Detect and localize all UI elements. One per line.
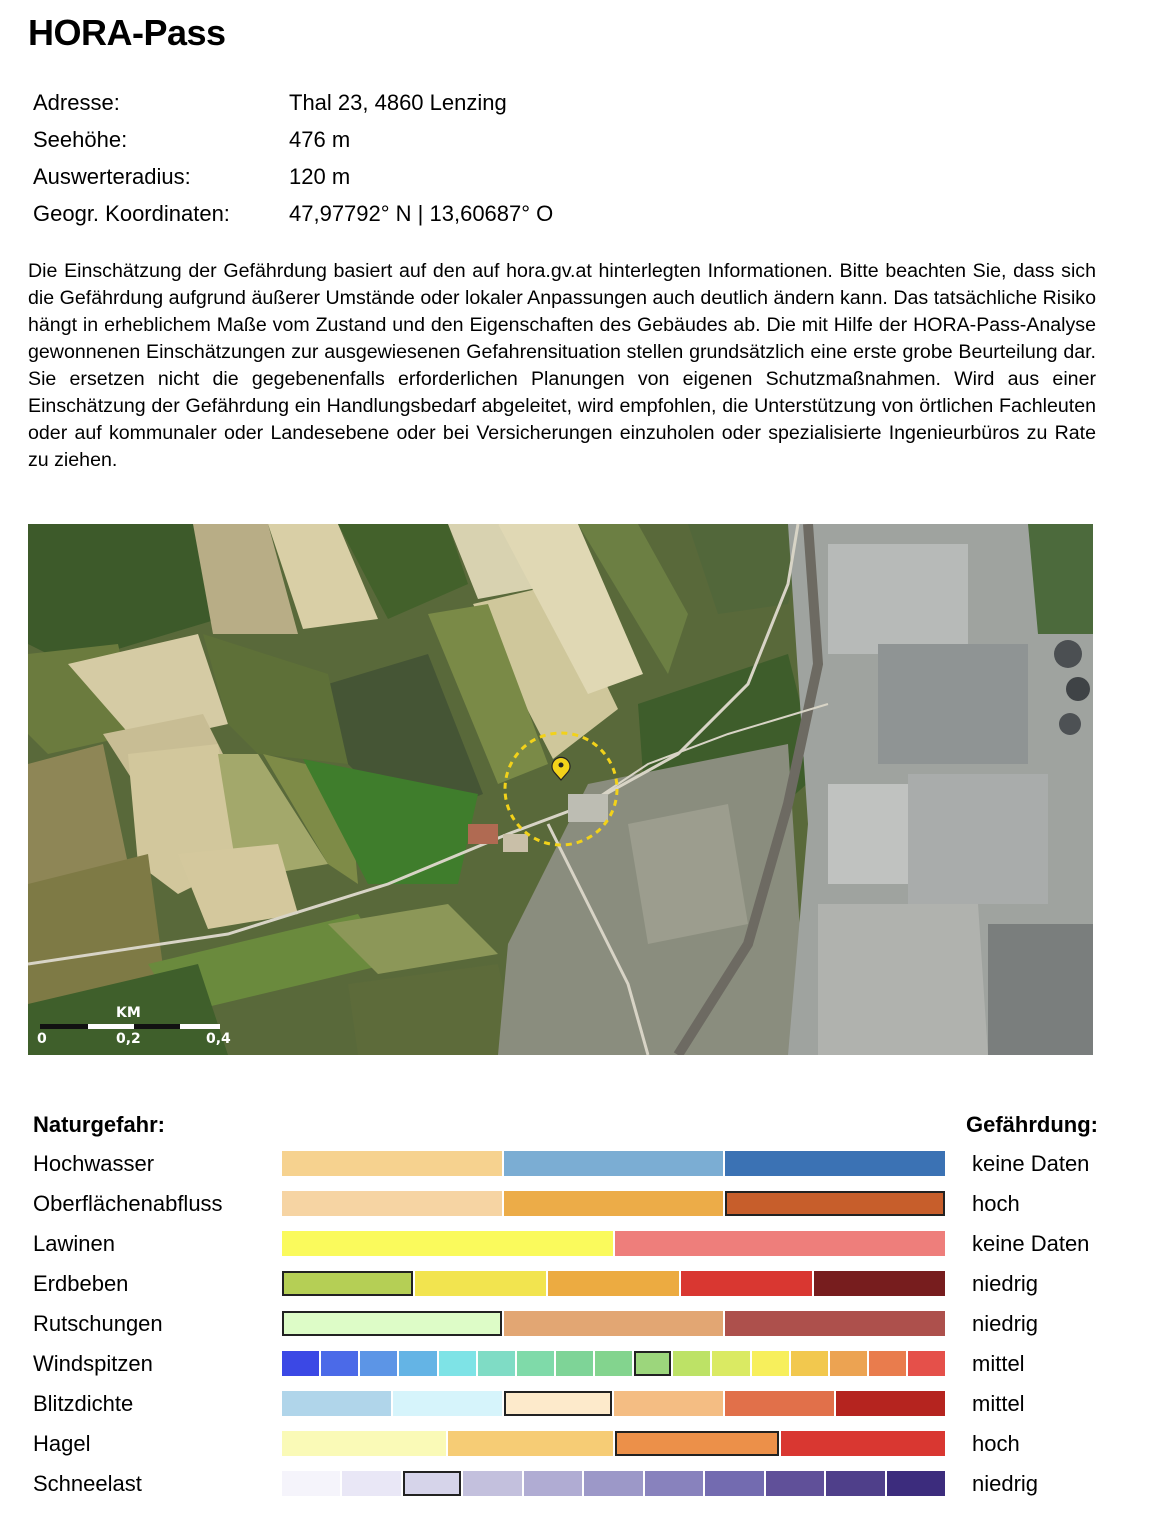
scale-segment (282, 1391, 391, 1416)
hazard-row (0, 1310, 1164, 1350)
scale-segment (814, 1271, 945, 1296)
hazard-row (0, 1390, 1164, 1430)
scale-segment-selected (282, 1271, 413, 1296)
scale-segment (321, 1351, 358, 1376)
scale-segment (556, 1351, 593, 1376)
hazard-row (0, 1150, 1164, 1190)
hazard-name: Erdbeben (33, 1271, 129, 1296)
info-label: Auswerteradius: (33, 164, 191, 189)
scale-segment (393, 1391, 502, 1416)
scale-segment (517, 1351, 554, 1376)
scale-segment (836, 1391, 945, 1416)
scale-segment (548, 1271, 679, 1296)
hazard-row (0, 1190, 1164, 1230)
scale-segment-selected (634, 1351, 671, 1376)
scale-segment (439, 1351, 476, 1376)
hazard-scale-bar (282, 1231, 945, 1256)
hazard-level: mittel (972, 1351, 1025, 1376)
hazard-scale-bar (282, 1311, 945, 1336)
hazard-row (0, 1430, 1164, 1470)
scale-segment (681, 1271, 812, 1296)
scale-segment (282, 1351, 319, 1376)
hazard-row (0, 1350, 1164, 1390)
scale-segment-selected (403, 1471, 461, 1496)
hazard-scale-bar (282, 1471, 945, 1496)
scale-segment (830, 1351, 867, 1376)
info-value: Thal 23, 4860 Lenzing (289, 90, 507, 115)
info-value: 47,97792° N | 13,60687° O (289, 201, 554, 226)
aerial-map[interactable] (28, 524, 1093, 1055)
scale-segment (645, 1471, 703, 1496)
scale-segment (448, 1431, 612, 1456)
hazard-level: niedrig (972, 1271, 1039, 1296)
hazard-name: Lawinen (33, 1231, 115, 1256)
info-value: 476 m (289, 127, 351, 152)
scale-segment (399, 1351, 436, 1376)
scale-segment (673, 1351, 710, 1376)
hazard-header: Naturgefahr: (33, 1112, 166, 1137)
scale-segment (504, 1311, 724, 1336)
hazard-row (0, 1470, 1164, 1510)
scale-segment (752, 1351, 789, 1376)
scale-segment (584, 1471, 642, 1496)
scale-segment (725, 1311, 945, 1336)
hazard-level: niedrig (972, 1471, 1039, 1496)
scale-segment-selected (725, 1191, 945, 1216)
risk-header: Gefährdung: (966, 1112, 1098, 1137)
info-label: Geogr. Koordinaten: (33, 201, 230, 226)
info-label: Seehöhe: (33, 127, 128, 152)
hazard-name: Rutschungen (33, 1311, 163, 1336)
scale-segment (342, 1471, 400, 1496)
scale-segment (463, 1471, 521, 1496)
scale-segment-selected (615, 1431, 779, 1456)
scale-segment-selected (282, 1311, 502, 1336)
scale-segment (415, 1271, 546, 1296)
scale-label-1: 0,2 (116, 1031, 141, 1047)
info-value: 120 m (289, 164, 351, 189)
disclaimer-text: Die Einschätzung der Gefährdung basiert auf den auf hora.gv.at hinterlegten Informationen. Bitte beachten Sie, dass sich die Gefährdung aufgrund äußerer Umstände oder lokaler Anpassungen auch deutlich ändern kann. Das tatsächliche Risiko hängt in erheblichem Maße vom Zustand und den Eigenschaften des Gebäudes ab. Die mit Hilfe der HORA-Pass-Analyse gewonnenen Einschätzungen zur ausgewiesenen Gefahrensituation stellen grundsätzlich eine erste grobe Beurteilung dar. Sie ersetzen nicht die gegebenenfalls erforderlichen Planungen von eigenen Schutzmaßnahmen. Wird aus einer Einschätzung der Gefährdung ein Handlungsbedarf abgeleitet, wird empfohlen, die Unterstützung von örtlichen Fachleuten oder auf kommunaler oder Landesebene oder bei Versicherungen einzuholen oder spezialisierte Ingenieurbüros zu Rate zu ziehen. (28, 260, 1096, 471)
scale-segment (791, 1351, 828, 1376)
hazard-level: mittel (972, 1391, 1025, 1416)
hazard-level: keine Daten (972, 1151, 1090, 1176)
info-label: Adresse: (33, 90, 120, 115)
scale-segment (360, 1351, 397, 1376)
scale-segment (282, 1231, 613, 1256)
page-title: HORA-Pass (28, 12, 226, 53)
hazard-row (0, 1270, 1164, 1310)
scale-segment (869, 1351, 906, 1376)
scale-segment (615, 1231, 946, 1256)
info-row-elevation (33, 125, 553, 162)
scale-segment (524, 1471, 582, 1496)
hazard-level: hoch (972, 1431, 1020, 1456)
scale-segment (887, 1471, 945, 1496)
scale-segment (595, 1351, 632, 1376)
info-row-address (33, 88, 553, 125)
hazard-name: Oberflächenabfluss (33, 1191, 223, 1216)
hazard-table (0, 1108, 1164, 1508)
scale-segment (725, 1151, 945, 1176)
scale-label-0: 0 (37, 1031, 47, 1047)
aerial-photo (28, 524, 1093, 1055)
scale-segment (282, 1471, 340, 1496)
hazard-scale-bar (282, 1151, 945, 1176)
scale-segment (705, 1471, 763, 1496)
scale-segment (908, 1351, 945, 1376)
scale-label-2: 0,4 (206, 1031, 231, 1047)
location-info (33, 88, 553, 236)
scale-segment (614, 1391, 723, 1416)
hazard-level: hoch (972, 1191, 1020, 1216)
scale-segment (725, 1391, 834, 1416)
hazard-level: keine Daten (972, 1231, 1090, 1256)
scale-segment (282, 1191, 502, 1216)
scale-segment (766, 1471, 824, 1496)
scale-segment (282, 1431, 446, 1456)
hazard-scale-bar (282, 1191, 945, 1216)
info-row-coordinates (33, 199, 553, 236)
hazard-name: Schneelast (33, 1471, 142, 1496)
hazard-name: Hochwasser (33, 1151, 155, 1176)
scale-segment (478, 1351, 515, 1376)
hazard-name: Windspitzen (33, 1351, 153, 1376)
hazard-name: Blitzdichte (33, 1391, 134, 1416)
hazard-name: Hagel (33, 1431, 91, 1456)
scale-segment-selected (504, 1391, 613, 1416)
hazard-level: niedrig (972, 1311, 1039, 1336)
hazard-scale-bar (282, 1391, 945, 1416)
scale-segment (504, 1191, 724, 1216)
info-row-radius (33, 162, 553, 199)
hazard-scale-bar (282, 1431, 945, 1456)
scale-segment (781, 1431, 945, 1456)
scale-segment (826, 1471, 884, 1496)
scale-unit: KM (116, 1005, 141, 1021)
hazard-row (0, 1230, 1164, 1270)
hazard-scale-bar (282, 1271, 945, 1296)
hazard-scale-bar (282, 1351, 945, 1376)
scale-segment (282, 1151, 502, 1176)
scale-segment (712, 1351, 749, 1376)
scale-segment (504, 1151, 724, 1176)
